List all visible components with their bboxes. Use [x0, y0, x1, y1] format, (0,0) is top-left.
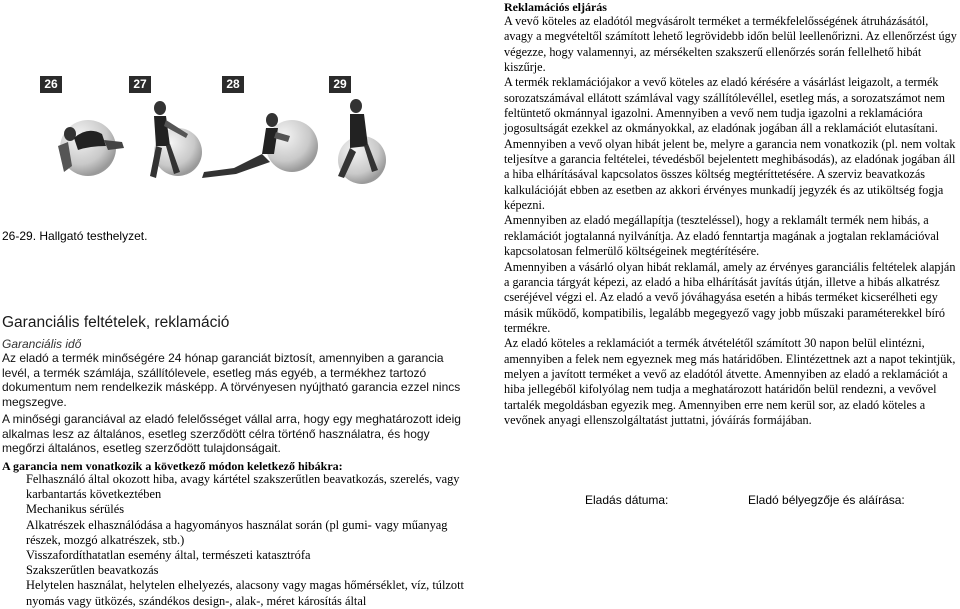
complaint-procedure-title: Reklamációs eljárás	[504, 0, 607, 14]
figure-caption: 26-29. Hallgató testhelyzet.	[2, 229, 148, 243]
list-item: Szakszerűtlen beavatkozás	[26, 563, 159, 578]
exclusion-heading: A garancia nem vonatkozik a következő módon keletkező hibákra:	[2, 459, 343, 473]
exclusion-list	[26, 472, 470, 609]
exercise-illustration	[38, 76, 390, 192]
warranty-paragraph-2: A minőségi garanciával az eladó felelősséget vállal arra, hogy egy meghatározott ideig alkalmas lesz az általános, esetleg szerződött célra történő használatra, és hogy megőrzi általános, esetleg szerződött tulajdonságait.	[2, 412, 461, 456]
list-item: Mechanikus sérülés	[26, 502, 125, 517]
pose-29	[338, 99, 386, 184]
procedure-paragraph: A vevő köteles az eladótól megvásárolt terméket a termékfelelősségének átruházásától, avagy a megvételtől számított lehető legrövidebb időn belül leellenőrizni. Az ellenőrzést úgy végezze, hogy valamennyi, az mérsékelten szakszerű ellenőrzés során fellelhető hibát kiszűrje.	[504, 14, 957, 75]
warranty-subtitle: Garanciális idő	[2, 337, 82, 351]
figure-number-29: 29	[329, 76, 351, 93]
figure-number-27: 27	[129, 76, 151, 93]
procedure-paragraph: Amennyiben az eladó megállapítja (teszteléssel), hogy a reklamált termék nem hibás, a reklamációt jogtalanná nyilvánítja. Az eladó fenntartja magának a jogtalan reklamációval kapcsolatosan felmerülő költségeinek megtérítésére.	[504, 213, 940, 259]
seller-signature-label: Eladó bélyegzője és aláírása:	[748, 493, 905, 507]
list-item: Visszafordíthatatlan esemény által, természeti katasztrófa	[26, 548, 311, 563]
complaint-procedure-body	[504, 14, 958, 428]
procedure-paragraph: Amennyiben a vevő olyan hibát jelent be, melyre a garancia nem vonatkozik (pl. nem voltak teljesítve a garancia feltételei, tévedésből bejelentett meghibásodás), az eladónak jogában áll a hiba elhárításával kapcsolatos összes költség megtéríttetésére. A szerviz beavatkozás kalkulációját ebben az esetben az akkori érvényes munkadíj jegyzék és az utiköltség fogja képezni.	[504, 136, 956, 213]
list-item: Felhasználó által okozott hiba, avagy kártétel szakszerűtlen beavatkozás, szerelés, vagy karbantartás következtében	[26, 472, 460, 502]
figure-number-28: 28	[222, 76, 244, 93]
pose-27	[150, 101, 202, 178]
warranty-title: Garanciális feltételek, reklamáció	[2, 314, 230, 331]
figure-number-26: 26	[40, 76, 62, 93]
sale-date-label: Eladás dátuma:	[585, 493, 669, 507]
exercise-photo-strip	[38, 76, 390, 192]
procedure-paragraph: Az eladó köteles a reklamációt a termék átvételétől számított 30 napon belül elintézni, amennyiben a felek nem egyeznek meg más határidőben. Elintézettnek azt a napot tekintjük, melyen a javított terméket a vevő az eladótól átvette. Amennyiben az eladó a reklamációt a hiba jellegéből kifolyólag nem tudja a meghatározott határidőn belül rendezni, a vevővel tartalék megoldásban egyezik meg. Amennyiben erre nem kerül sor, az eladó köteles a vevőnek anyagi ellenszolgáltatást juttatni, jóváírás formájában.	[504, 336, 956, 427]
procedure-paragraph: A termék reklamációjakor a vevő köteles az eladó kérésére a vásárlást leigazolt, a termék sorozatszámával ellátott számlával vagy szállítólevéllel, esetleg más, a sorozatszámot nem feltüntető okmánnyal igazolni. Amennyiben a vevő nem tudja igazolni a reklamációra jogosultságát ezekkel az okmányokkal, az eladónak jogában áll a reklamációt elutasítani.	[504, 75, 945, 136]
pose-26	[58, 120, 124, 176]
list-item: Alkatrészek elhasználódása a hagyományos használat során (pl gumi- vagy műanyag részek, mozgó alkatrészek, stb.)	[26, 517, 448, 547]
procedure-paragraph: Amennyiben a vásárló olyan hibát reklamál, amely az érvényes garanciális feltételek alapján a garancia tárgyát képezi, az eladó a hiba elhárítását javítás útján, illetve a hibás alkatrész cseréjével végzi el. Az eladó a vevő jóváhagyása esetén a hibás terméket kicserélheti egy másik működő, kompatibilis, legalább megegyező vagy jobb műszaki paraméterekkel bíró termékre.	[504, 259, 956, 335]
warranty-paragraph-1: Az eladó a termék minőségére 24 hónap garanciát biztosít, amennyiben a garancia levél, a termék számlája, szállítólevele, esetleg más egyéb, a termékhez tartozó dokumentum nem rendelkezik másképp. A törvényesen nyújtható garancia ezzel nincs megszegve.	[2, 351, 461, 409]
list-item: Helytelen használat, helytelen elhelyezés, alacsony vagy magas hőmérséklet, víz, túlzott nyomás vagy ütközés, szándékos design-, alak-, méret károsítás által	[26, 578, 464, 608]
pose-28	[202, 113, 318, 178]
